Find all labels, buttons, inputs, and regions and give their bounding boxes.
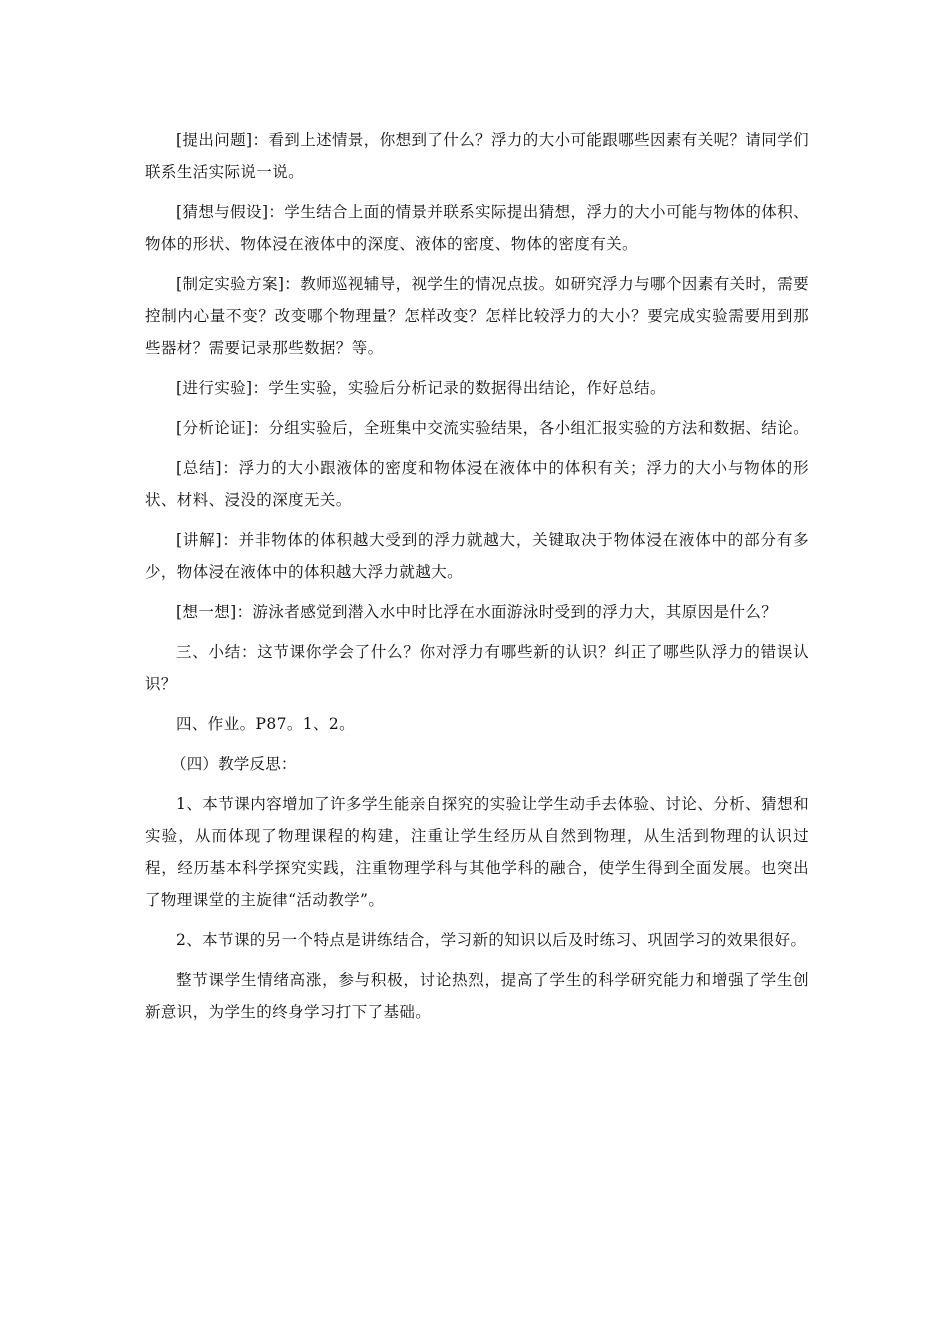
heading-teaching-reflection: （四）教学反思：	[171, 755, 297, 773]
paragraph-section-4-homework: 四、作业。P87。1、2。	[176, 715, 356, 733]
paragraph-hypothesis: [猜想与假设]：学生结合上面的情景并联系实际提出猜想，浮力的大小可能与物体的体积、物体的形状、物体浸在液体中的深度、液体的密度、物体的密度有关。	[145, 203, 809, 253]
paragraph-conduct-experiment: [进行实验]：学生实验，实验后分析记录的数据得出结论，作好总结。	[176, 379, 666, 397]
paragraph-experiment-plan: [制定实验方案]：教师巡视辅导，视学生的情况点拔。如研究浮力与哪个因素有关时，需要控制内心量不变？改变哪个物理量？怎样改变？怎样比较浮力的大小？要完成实验需要用到那些器材？需要记录那些数据？等。	[145, 275, 809, 357]
paragraph-analysis: [分析论证]：分组实验后，全班集中交流实验结果，各小组汇报实验的方法和数据、结论。	[176, 419, 809, 437]
paragraph-think: [想一想]：游泳者感觉到潜入水中时比浮在水面游泳时受到的浮力大，其原因是什么？	[176, 603, 778, 621]
paragraph-raise-question: [提出问题]：看到上述情景，你想到了什么？浮力的大小可能跟哪些因素有关呢？请同学们联系生活实际说一说。	[145, 131, 809, 181]
paragraph-reflection-1: 1、本节课内容增加了许多学生能亲自探究的实验让学生动手去体验、讨论、分析、猜想和实验，从而体现了物理课程的构建，注重让学生经历从自然到物理，从生活到物理的认识过程，经历基本科学探究实践，注重物理学科与其他学科的融合，使学生得到全面发展。也突出了物理课堂的主旋律“活动教学”。	[145, 795, 809, 909]
paragraph-summary: [总结]：浮力的大小跟液体的密度和物体浸在液体中的体积有关；浮力的大小与物体的形状、材料、浸没的深度无关。	[145, 459, 809, 509]
paragraph-reflection-2: 2、本节课的另一个特点是讲练结合，学习新的知识以后及时练习、巩固学习的效果很好。	[176, 931, 807, 949]
paragraph-conclusion: 整节课学生情绪高涨，参与积极，讨论热烈，提高了学生的科学研究能力和增强了学生创新意识，为学生的终身学习打下了基础。	[145, 971, 809, 1021]
document-body	[145, 124, 809, 1028]
paragraph-section-3-summary: 三、小结：这节课你学会了什么？你对浮力有哪些新的认识？纠正了哪些队浮力的错误认识？	[145, 643, 809, 693]
paragraph-explanation: [讲解]：并非物体的体积越大受到的浮力就越大，关键取决于物体浸在液体中的部分有多少，物体浸在液体中的体积越大浮力就越大。	[145, 531, 809, 581]
